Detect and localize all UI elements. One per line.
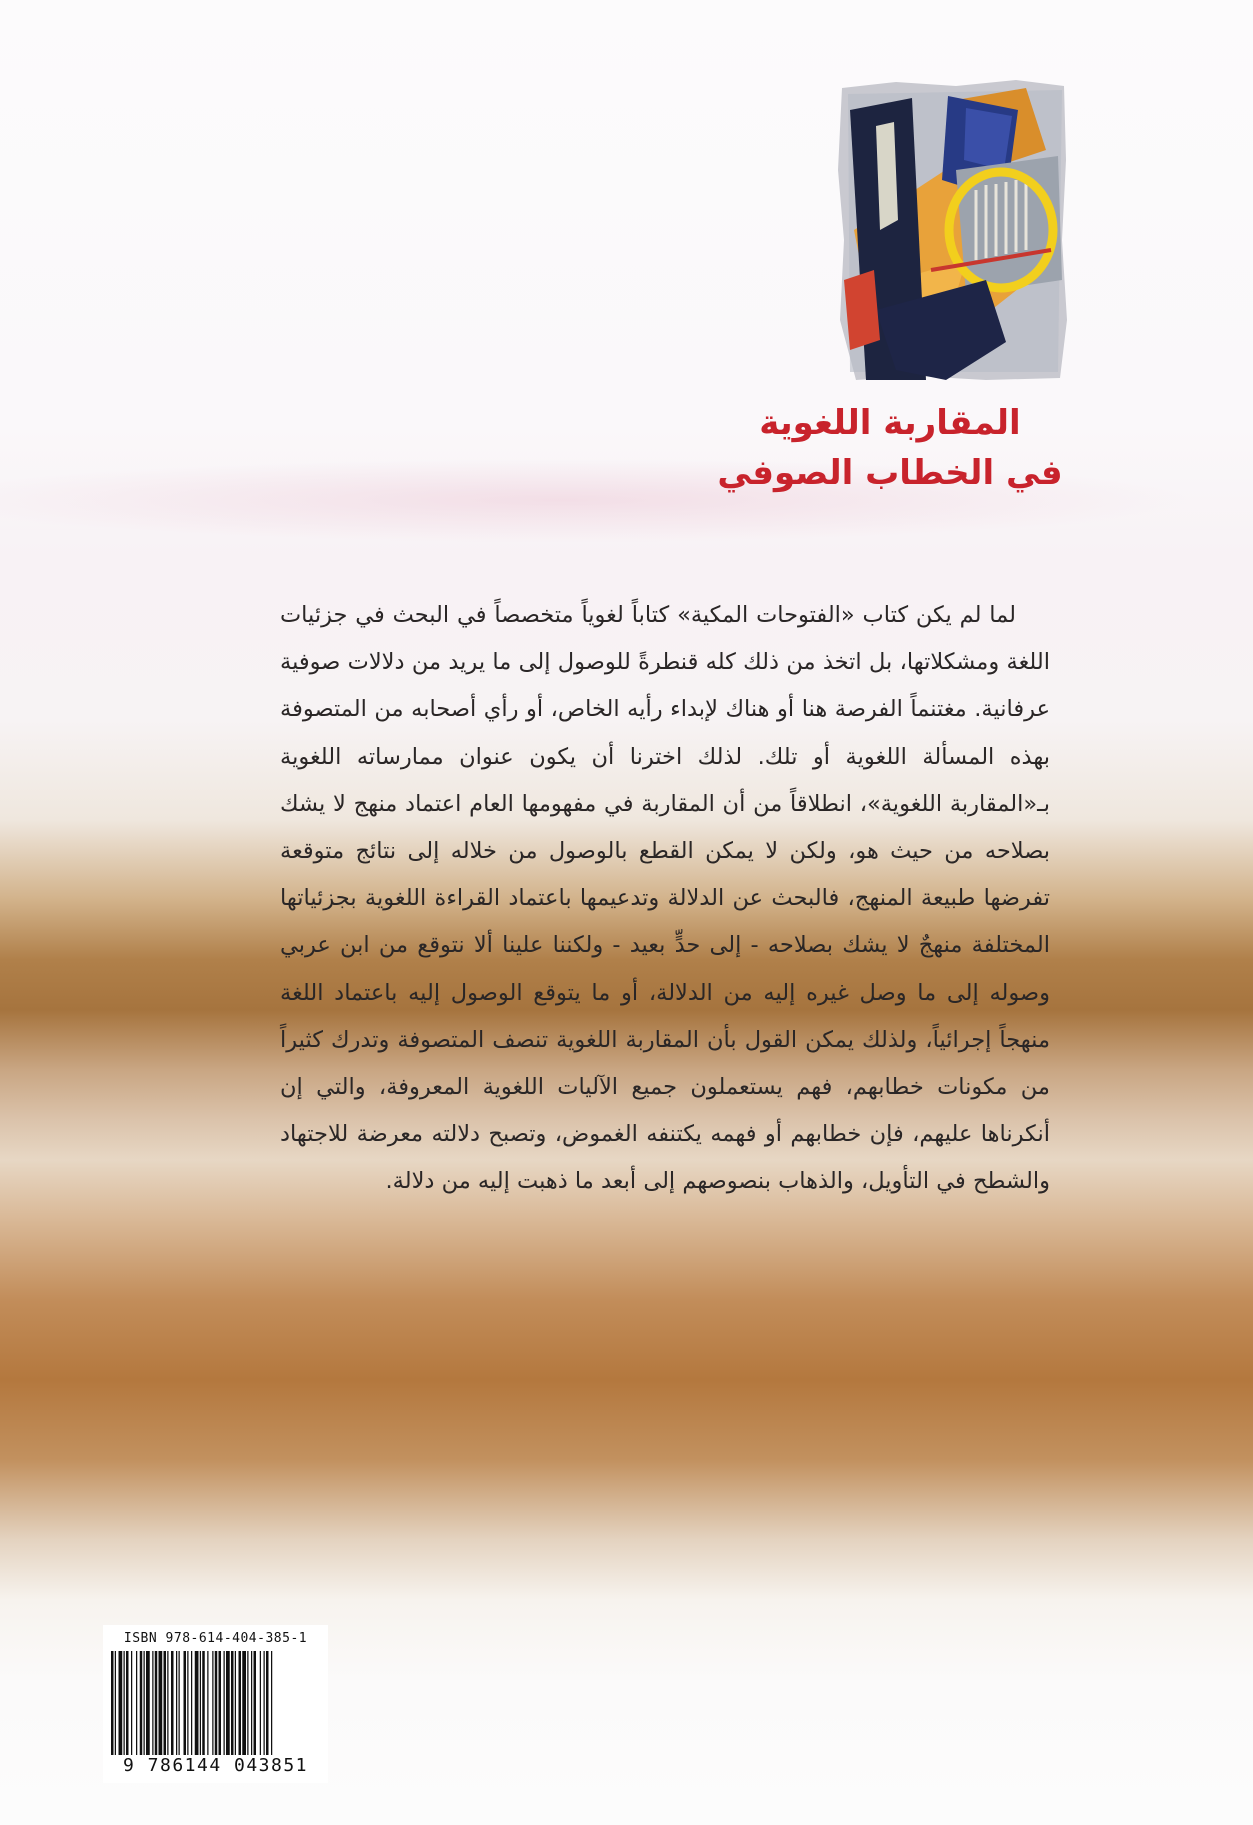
blurb-text bbox=[280, 592, 1050, 1206]
book-title-line-1: المقاربة اللغوية bbox=[759, 403, 1021, 443]
isbn-number: ISBN 978-614-404-385-1 bbox=[123, 1631, 308, 1646]
blurb-paragraph: لما لم يكن كتاب «الفتوحات المكية» كتاباً لغوياً متخصصاً في البحث في جزئيات اللغة ومشكلاتها، بل اتخذ من ذلك كله قنطرةً للوصول إلى ما يريد من دلالات صوفية عرفانية. مغتنماً الفرصة هنا أو هناك لإبداء رأيه الخاص، أو رأي أصحابه من المتصوفة بهذه المسألة اللغوية أو تلك. لذلك اخترنا أن يكون عنوان ممارساته اللغوية بـ«المقاربة اللغوية»، انطلاقاً من أن المقاربة في مفهومها العام اعتماد منهج لا يشك بصلاحه من حيث هو، ولكن لا يمكن القطع بالوصول من خلاله إلى نتائج متوقعة تفرضها طبيعة المنهج، فالبحث عن الدلالة وتدعيمها باعتماد القراءة اللغوية بجزئياتها المختلفة منهجٌ لا يشك بصلاحه - إلى حدٍّ بعيد - ولكننا علينا ألا نتوقع من ابن عربي وصوله إلى ما وصل غيره إليه من الدلالة، أو ما يتوقع الوصول إليه باعتماد اللغة منهجاً إجرائياً، ولذلك يمكن القول بأن المقاربة اللغوية تنصف المتصوفة وتدرك كثيراً من مكونات خطابهم، فهم يستعملون جميع الآليات اللغوية المعروفة، والتي إن أنكرناها عليهم، فإن خطابهم أو فهمه يكتنفه الغموض، وتصبح دلالته معرضة للاجتهاد والشطح في التأويل، والذهاب بنصوصهم إلى أبعد ما ذهبت إليه من دلالة. bbox=[280, 602, 1050, 1195]
book-title-line-2: في الخطاب الصوفي bbox=[717, 453, 1063, 493]
barcode-label bbox=[103, 1625, 328, 1783]
cover-artwork-image bbox=[836, 80, 1068, 382]
barcode-bars bbox=[109, 1651, 322, 1755]
book-title bbox=[700, 398, 1080, 498]
barcode-digits: 9 786144 043851 bbox=[122, 1755, 309, 1776]
